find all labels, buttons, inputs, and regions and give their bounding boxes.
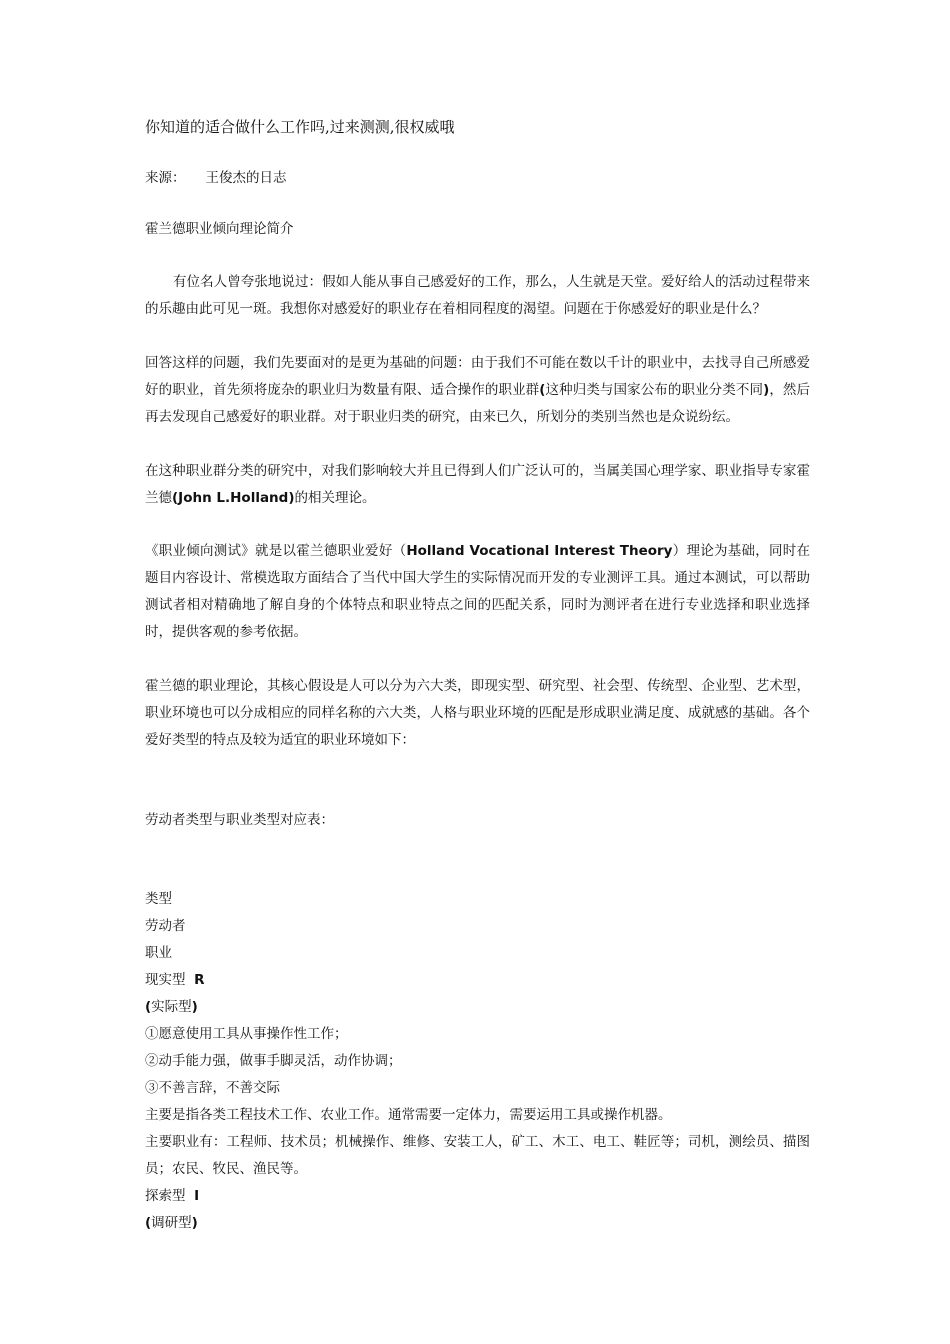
paragraph-text: (: [539, 382, 546, 398]
table-row-type-r: [145, 967, 810, 994]
type-name: 探索型: [145, 1188, 186, 1204]
source-label: 来源：: [145, 170, 186, 186]
paren: (: [145, 1215, 152, 1231]
paragraph-text: 《职业倾向测试》就是以霍兰德职业爱好（: [145, 543, 407, 559]
paragraph-text: 回答这样的问题，我们先要面对的是更为基础的问题：由于我们不可能在数以千计的职业中，去找寻自己所感爱好的职业，首先须将庞杂的职业归为数量有限、适合操作的职业群: [145, 355, 810, 398]
paragraph-text: Holland Vocational Interest Theory: [406, 543, 673, 559]
paren: (: [145, 999, 152, 1015]
table-row-type-i: [145, 1183, 810, 1210]
table-header-worker: 劳动者: [145, 918, 186, 934]
paragraph-text: 这种归类与国家公布的职业分类不同: [545, 382, 764, 398]
worker-trait: ①愿意使用工具从事操作性工作；: [145, 1026, 348, 1042]
paren: ): [191, 1215, 198, 1231]
article-source: [145, 165, 287, 192]
paragraph-text: ，然后再去发现自己感爱好的职业群。对于职业归类的研究，由来已久，所划分的类别当然也是众说纷纭。: [145, 382, 811, 425]
source-value: 王俊杰的日志: [205, 170, 287, 186]
section-heading: 霍兰德职业倾向理论简介: [145, 221, 294, 237]
type-name: 现实型: [145, 972, 186, 988]
paragraph-text: (John L.Holland): [172, 490, 295, 506]
paragraph-text: 在这种职业群分类的研究中，对我们影响较大并且已得到人们广泛认可的，当属美国心理学家、职业指导专家霍兰德: [145, 463, 810, 506]
type-code: R: [194, 972, 205, 988]
table-row-type-r-alt: [145, 994, 810, 1021]
table-caption: 劳动者类型与职业类型对应表：: [145, 812, 334, 828]
worker-trait: ②动手能力强，做事手脚灵活，动作协调；: [145, 1053, 402, 1069]
paragraph-theory: 霍兰德的职业理论，其核心假设是人可以分为六大类，即现实型、研究型、社会型、传统型、企业型、艺术型，职业环境也可以分成相应的同样名称的六大类，人格与职业环境的匹配是形成职业满足度、成就感的基础。各个爱好类型的特点及较为适宜的职业环境如下：: [145, 678, 810, 748]
type-alt-name: 实际型: [151, 999, 192, 1015]
job-description: 主要是指各类工程技术工作、农业工作。通常需要一定体力，需要运用工具或操作机器。: [145, 1107, 672, 1123]
paragraph-test: [145, 538, 810, 646]
type-alt-name: 调研型: [151, 1215, 192, 1231]
table-header-job: 职业: [145, 945, 172, 961]
paragraph-text: ): [763, 382, 770, 398]
paragraph-classification: [145, 350, 810, 431]
table-row-type-i-alt: [145, 1210, 810, 1237]
paragraph-text: ）理论为基础，同时在题目内容设计、常模选取方面结合了当代中国大学生的实际情况而开发的专业测评工具。通过本测试，可以帮助测试者相对精确地了解自身的个体特点和职业特点之间的匹配关系，同时为测评者在进行专业选择和职业选择时，提供客观的参考依据。: [145, 543, 811, 640]
table-header-type: 类型: [145, 891, 172, 907]
paragraph-intro: 有位名人曾夸张地说过：假如人能从事自己感爱好的工作，那么，人生就是天堂。爱好给人的活动过程带来的乐趣由此可见一斑。我想你对感爱好的职业存在着相同程度的渴望。问题在于你感爱好的职业是什么？: [145, 274, 810, 317]
paragraph-text: 的相关理论。: [294, 490, 376, 506]
type-table: [145, 886, 810, 1237]
paragraph-holland: [145, 458, 810, 512]
article-title: 你知道的适合做什么工作吗,过来测测,很权威哦: [145, 118, 455, 136]
paren: ): [191, 999, 198, 1015]
worker-trait: ③不善言辞，不善交际: [145, 1080, 280, 1096]
type-code: I: [194, 1188, 200, 1204]
job-list: 主要职业有：工程师、技术员；机械操作、维修、安装工人，矿工、木工、电工、鞋匠等；司机，测绘员、描图员；农民、牧民、渔民等。: [145, 1134, 810, 1177]
